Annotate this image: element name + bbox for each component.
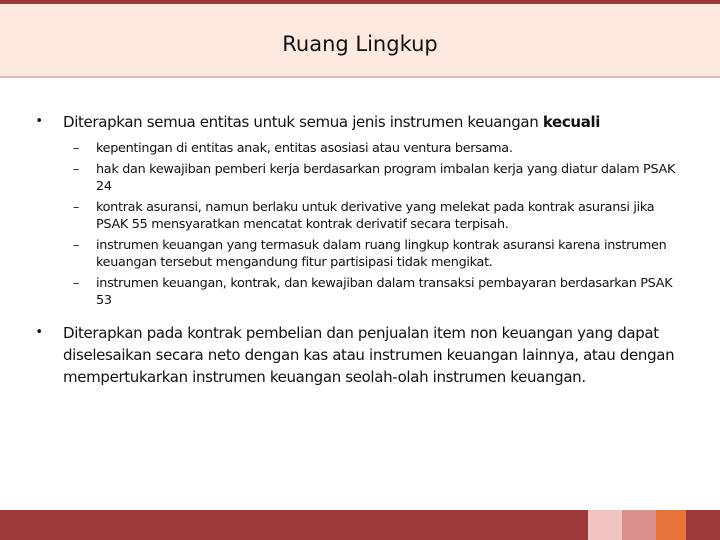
footer-block-mid-pink <box>622 510 656 540</box>
dash-marker: – <box>73 161 80 177</box>
sub-item-text: instrumen keuangan, kontrak, dan kewajiban dalam transaksi pembayaran berdasarkan PSAK 53 <box>96 275 673 308</box>
footer-block-dark-red <box>686 510 720 540</box>
sub-item <box>63 161 682 196</box>
dash-marker: – <box>73 141 80 156</box>
dash-marker: – <box>73 237 80 253</box>
slide-content <box>32 112 682 400</box>
sub-list <box>63 140 682 310</box>
bullet-text: Diterapkan pada kontrak pembelian dan penjualan item non keuangan yang dapat diselesaikan secara neto dengan kas atau instrumen keuangan lainnya, atau dengan mempertukarkan instrumen keuangan seolah-olah instrumen keuangan. <box>63 323 675 386</box>
bullet-marker: • <box>35 324 43 340</box>
sub-item <box>63 199 682 234</box>
bullet-item <box>32 112 682 310</box>
footer-block-light-pink <box>588 510 622 540</box>
sub-item <box>63 140 682 158</box>
footer-block-orange <box>656 510 686 540</box>
page-title: Ruang Lingkup <box>282 32 438 56</box>
dash-marker: – <box>73 275 80 291</box>
dash-marker: – <box>73 199 80 215</box>
sub-item <box>63 275 682 310</box>
sub-item-text: instrumen keuangan yang termasuk dalam ruang lingkup kontrak asuransi karena instrumen keuangan tersebut mengandung fitur partisipasi tidak mengikat. <box>96 237 667 270</box>
sub-item-text: hak dan kewajiban pemberi kerja berdasarkan program imbalan kerja yang diatur dalam PSAK 24 <box>96 161 676 194</box>
sub-item-text: kontrak asuransi, namun berlaku untuk derivative yang melekat pada kontrak asuransi jika PSAK 55 mensyaratkan mencatat kontrak derivatif secara terpisah. <box>96 199 655 232</box>
bullet-marker: • <box>35 114 43 129</box>
sub-item <box>63 237 682 272</box>
bullet-item <box>32 322 682 388</box>
sub-item-text: kepentingan di entitas anak, entitas asosiasi atau ventura bersama. <box>96 141 513 156</box>
bullet-emphasis: kecuali <box>542 113 601 131</box>
footer-bar <box>0 510 720 540</box>
bullet-text: Diterapkan semua entitas untuk semua jenis instrumen keuangan <box>63 113 543 131</box>
